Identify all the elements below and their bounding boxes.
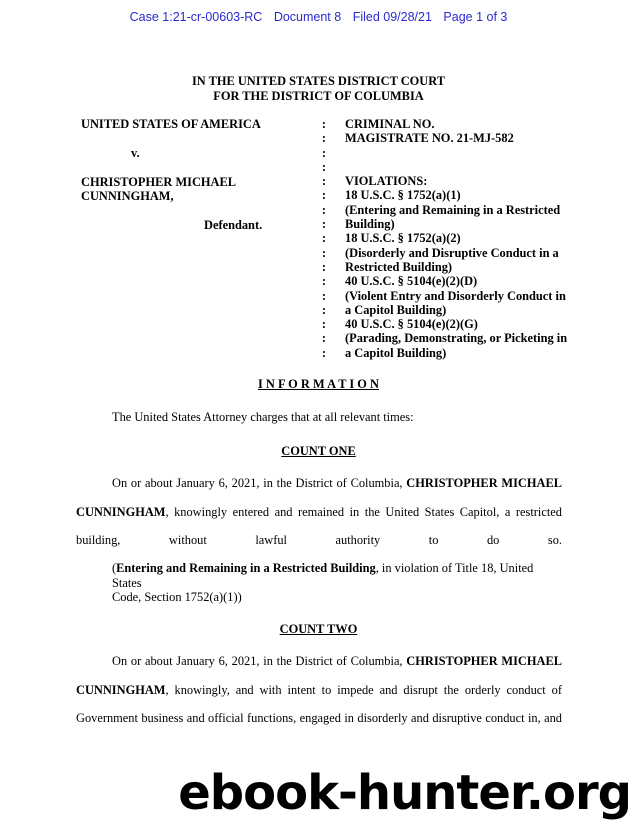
count-two-defendant-surname: CUNNINGHAM bbox=[76, 682, 166, 697]
count-two-line2-text: , knowingly, and with intent to impede and disrupt the orderly conduct of bbox=[165, 682, 562, 697]
caption-colon: : bbox=[321, 202, 327, 217]
count-one-line1 bbox=[76, 469, 562, 498]
count-one-heading: COUNT ONE bbox=[281, 444, 356, 458]
caption-colon: : bbox=[321, 145, 327, 160]
court-title-line2: FOR THE DISTRICT OF COLUMBIA bbox=[213, 89, 424, 103]
defendant-name bbox=[81, 175, 236, 204]
count-one-defendant-surname: CUNNINGHAM bbox=[76, 504, 166, 519]
count-one-line3: building, without lawful authority to do so. bbox=[76, 533, 562, 547]
case-detail-line bbox=[345, 146, 567, 160]
case-detail-line: (Entering and Remaining in a Restricted bbox=[345, 202, 561, 217]
count-two-defendant: CHRISTOPHER MICHAEL bbox=[406, 654, 562, 668]
count-one-statute-text: , in violation of Title 18, United States bbox=[112, 561, 534, 590]
count-two-line1-text: On or about January 6, 2021, in the District of Columbia, bbox=[112, 654, 407, 668]
court-title-line1: IN THE UNITED STATES DISTRICT COURT bbox=[191, 74, 446, 88]
count-two-line3: Government business and official functions, engaged in disorderly and disruptive conduct in, and bbox=[76, 711, 562, 725]
caption-colon: : bbox=[321, 159, 327, 174]
count-one-paragraph bbox=[76, 469, 562, 555]
defendant-name-line1: CHRISTOPHER MICHAEL bbox=[81, 175, 237, 189]
caption-colon: : bbox=[321, 345, 327, 360]
count-one-defendant: CHRISTOPHER MICHAEL bbox=[406, 476, 562, 490]
filed-date: Filed 09/28/21 bbox=[352, 10, 432, 24]
case-detail-line: 18 U.S.C. § 1752(a)(2) bbox=[345, 231, 461, 246]
caption-colon: : bbox=[321, 217, 327, 232]
caption-colon: : bbox=[321, 231, 327, 246]
information-heading: I N F O R M A T I O N bbox=[258, 377, 379, 391]
case-detail-line: 18 U.S.C. § 1752(a)(1) bbox=[345, 188, 461, 203]
count-one-line2 bbox=[76, 498, 562, 527]
case-detail-line: VIOLATIONS: bbox=[345, 174, 428, 189]
caption-colons bbox=[318, 117, 330, 360]
caption-colon: : bbox=[321, 331, 327, 346]
count-one-charge bbox=[112, 561, 562, 605]
case-detail-line: (Disorderly and Disruptive Conduct in a bbox=[345, 245, 559, 260]
count-one-offense: Entering and Remaining in a Restricted Building bbox=[116, 561, 376, 575]
caption-colon: : bbox=[321, 302, 327, 317]
document-number: Document 8 bbox=[273, 10, 342, 24]
case-detail-line: (Parading, Demonstrating, or Picketing in bbox=[345, 331, 568, 346]
caption-colon: : bbox=[321, 259, 327, 274]
defendant-name-line2: CUNNINGHAM, bbox=[81, 189, 174, 204]
case-detail-line: MAGISTRATE NO. 21-MJ-582 bbox=[345, 131, 514, 146]
caption-colon: : bbox=[321, 131, 327, 146]
caption-colon: : bbox=[321, 274, 327, 289]
caption-colon: : bbox=[321, 317, 327, 332]
count-one-charge-line2: Code, Section 1752(a)(1)) bbox=[112, 590, 242, 604]
caption-colon: : bbox=[321, 245, 327, 260]
ecf-header bbox=[0, 10, 637, 24]
watermark-text: ebook-hunter.org bbox=[178, 765, 631, 821]
case-detail-line: Restricted Building) bbox=[345, 259, 453, 274]
court-title bbox=[0, 74, 637, 104]
count-one-line2-text: , knowingly entered and remained in the United States Capitol, a restricted bbox=[165, 504, 562, 519]
case-detail-line: a Capitol Building) bbox=[345, 345, 447, 360]
case-number: Case 1:21-cr-00603-RC bbox=[129, 10, 263, 24]
count-two-line1 bbox=[76, 647, 562, 676]
case-details bbox=[345, 117, 567, 360]
case-detail-line: a Capitol Building) bbox=[345, 302, 447, 317]
count-one-charge-line1 bbox=[112, 561, 562, 590]
caption-colon: : bbox=[321, 174, 327, 189]
case-detail-line: Building) bbox=[345, 217, 395, 232]
case-detail-line: 40 U.S.C. § 5104(e)(2)(G) bbox=[345, 317, 478, 332]
plaintiff-name: UNITED STATES OF AMERICA bbox=[81, 117, 261, 131]
charge-open-paren: ( bbox=[112, 561, 117, 575]
defendant-label: Defendant. bbox=[204, 218, 263, 232]
intro-paragraph: The United States Attorney charges that at all relevant times: bbox=[112, 410, 414, 424]
case-detail-line bbox=[345, 160, 567, 174]
count-one-line1-text: On or about January 6, 2021, in the District of Columbia, bbox=[112, 476, 407, 490]
count-two-line2 bbox=[76, 676, 562, 705]
case-detail-line: (Violent Entry and Disorderly Conduct in bbox=[345, 288, 566, 303]
case-detail-line: 40 U.S.C. § 5104(e)(2)(D) bbox=[345, 274, 478, 289]
count-two-paragraph bbox=[76, 647, 562, 733]
caption-colon: : bbox=[321, 288, 327, 303]
caption-colon: : bbox=[321, 188, 327, 203]
versus: v. bbox=[131, 146, 140, 160]
count-two-heading: COUNT TWO bbox=[279, 622, 358, 636]
caption-colon: : bbox=[321, 117, 327, 131]
case-detail-line: CRIMINAL NO. bbox=[345, 117, 435, 131]
page-indicator: Page 1 of 3 bbox=[443, 10, 508, 24]
